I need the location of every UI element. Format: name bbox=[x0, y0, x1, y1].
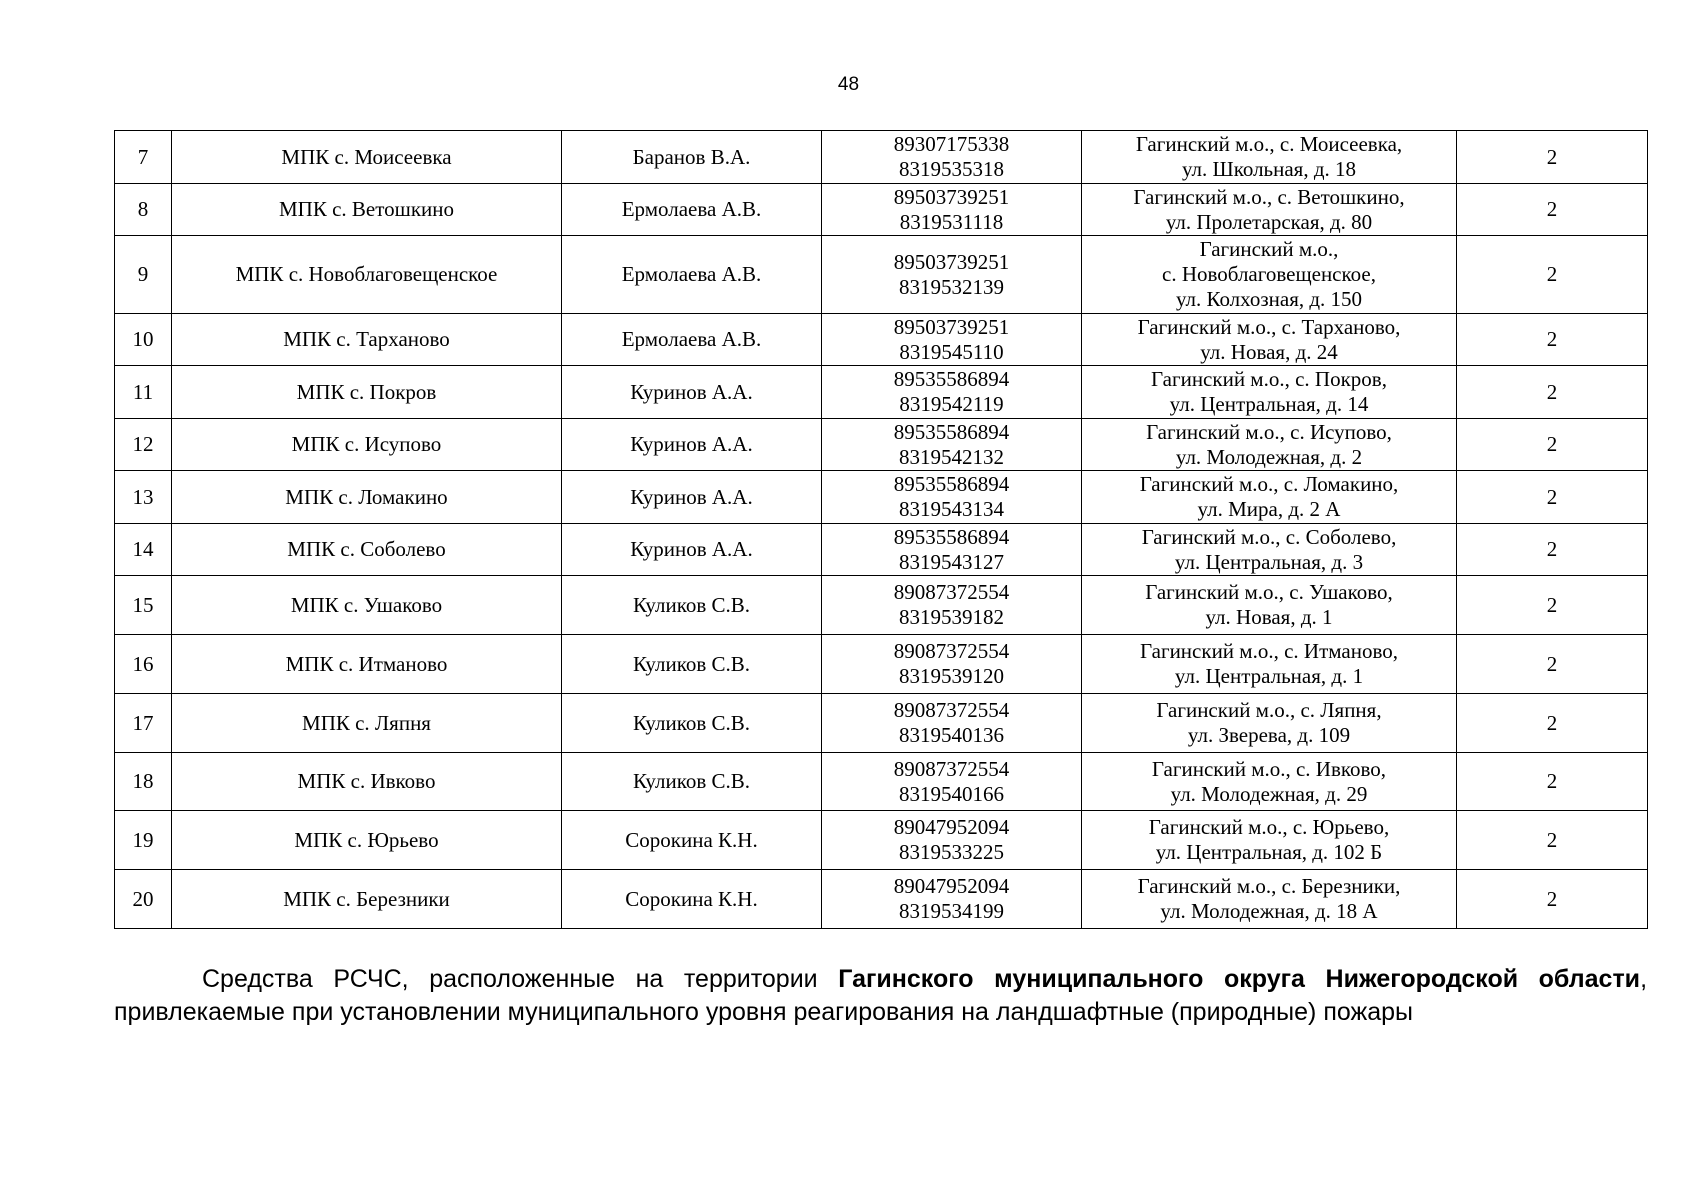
responsible-person: Сорокина К.Н. bbox=[562, 811, 822, 870]
unit-count: 2 bbox=[1457, 811, 1648, 870]
address bbox=[1082, 635, 1457, 694]
mobile-phone: 89503739251 bbox=[893, 249, 1010, 274]
unit-name: МПК с. Ляпня bbox=[172, 694, 562, 753]
responsible-person: Ермолаева А.В. bbox=[562, 236, 822, 314]
address bbox=[1082, 184, 1457, 236]
address-line: Гагинский м.о., bbox=[1199, 237, 1339, 261]
row-number: 13 bbox=[115, 471, 172, 524]
table-body bbox=[115, 131, 1648, 929]
address-line: Гагинский м.о., с. Тарханово, bbox=[1137, 314, 1401, 339]
landline-phone: 8319542119 bbox=[899, 392, 1004, 416]
phone-numbers bbox=[822, 471, 1082, 524]
row-number: 20 bbox=[115, 870, 172, 929]
responsible-person: Куликов С.В. bbox=[562, 694, 822, 753]
unit-count: 2 bbox=[1457, 366, 1648, 419]
address-line: Гагинский м.о., с. Юрьево, bbox=[1148, 815, 1390, 839]
address-line: с. Новоблаговещенское, bbox=[1162, 262, 1376, 286]
unit-count: 2 bbox=[1457, 576, 1648, 635]
phone-numbers bbox=[822, 184, 1082, 236]
phone-numbers bbox=[822, 635, 1082, 694]
phone-numbers bbox=[822, 236, 1082, 314]
unit-name: МПК с. Березники bbox=[172, 870, 562, 929]
unit-name: МПК с. Ивково bbox=[172, 753, 562, 811]
address-line: Гагинский м.о., с. Моисеевка, bbox=[1135, 132, 1403, 156]
mobile-phone: 89087372554 bbox=[893, 639, 1010, 663]
phone-numbers bbox=[822, 314, 1082, 366]
landline-phone: 8319543127 bbox=[899, 549, 1004, 574]
address-line: ул. Молодежная, д. 18 А bbox=[1160, 899, 1378, 923]
mobile-phone: 89535586894 bbox=[893, 472, 1010, 496]
table-row bbox=[115, 236, 1648, 314]
address-line: Гагинский м.о., с. Исупово, bbox=[1146, 419, 1392, 444]
mobile-phone: 89047952094 bbox=[893, 815, 1010, 839]
unit-name: МПК с. Итманово bbox=[172, 635, 562, 694]
unit-name: МПК с. Покров bbox=[172, 366, 562, 419]
address-line: ул. Зверева, д. 109 bbox=[1187, 723, 1351, 747]
phone-numbers bbox=[822, 131, 1082, 184]
table-row bbox=[115, 870, 1648, 929]
landline-phone: 8319532139 bbox=[899, 274, 1004, 299]
row-number: 12 bbox=[115, 419, 172, 471]
mobile-phone: 89047952094 bbox=[893, 874, 1010, 898]
unit-count: 2 bbox=[1457, 236, 1648, 314]
phone-numbers bbox=[822, 576, 1082, 635]
unit-count: 2 bbox=[1457, 870, 1648, 929]
unit-count: 2 bbox=[1457, 524, 1648, 576]
row-number: 9 bbox=[115, 236, 172, 314]
address-line: Гагинский м.о., с. Ушаково, bbox=[1145, 580, 1393, 604]
phone-numbers bbox=[822, 419, 1082, 471]
row-number: 10 bbox=[115, 314, 172, 366]
address-line: ул. Мира, д. 2 А bbox=[1197, 497, 1341, 521]
mobile-phone: 89087372554 bbox=[893, 756, 1010, 781]
responsible-person: Куринов А.А. bbox=[562, 366, 822, 419]
landline-phone: 8319540136 bbox=[899, 723, 1004, 747]
address bbox=[1082, 419, 1457, 471]
table-row bbox=[115, 471, 1648, 524]
unit-name: МПК с. Тарханово bbox=[172, 314, 562, 366]
address-line: Гагинский м.о., с. Ветошкино, bbox=[1133, 184, 1405, 209]
mobile-phone: 89087372554 bbox=[893, 580, 1010, 604]
address-line: ул. Центральная, д. 102 Б bbox=[1155, 840, 1383, 864]
phone-numbers bbox=[822, 366, 1082, 419]
responsible-person: Ермолаева А.В. bbox=[562, 314, 822, 366]
table-row bbox=[115, 753, 1648, 811]
address-line: Гагинский м.о., с. Покров, bbox=[1151, 367, 1387, 391]
heading-text-start: Средства РСЧС, расположенные на территории bbox=[202, 965, 839, 993]
unit-name: МПК с. Ушаково bbox=[172, 576, 562, 635]
landline-phone: 8319539182 bbox=[899, 605, 1004, 629]
table-row bbox=[115, 694, 1648, 753]
address bbox=[1082, 694, 1457, 753]
address bbox=[1082, 366, 1457, 419]
unit-name: МПК с. Ветошкино bbox=[172, 184, 562, 236]
address-line: ул. Центральная, д. 1 bbox=[1174, 664, 1364, 688]
unit-count: 2 bbox=[1457, 471, 1648, 524]
row-number: 19 bbox=[115, 811, 172, 870]
address-line: ул. Центральная, д. 3 bbox=[1174, 549, 1364, 574]
address bbox=[1082, 576, 1457, 635]
unit-name: МПК с. Исупово bbox=[172, 419, 562, 471]
address bbox=[1082, 524, 1457, 576]
responsible-person: Куликов С.В. bbox=[562, 576, 822, 635]
phone-numbers bbox=[822, 811, 1082, 870]
landline-phone: 8319543134 bbox=[899, 497, 1004, 521]
responsible-person: Куликов С.В. bbox=[562, 635, 822, 694]
responsible-person: Сорокина К.Н. bbox=[562, 870, 822, 929]
row-number: 15 bbox=[115, 576, 172, 635]
unit-count: 2 bbox=[1457, 184, 1648, 236]
address bbox=[1082, 811, 1457, 870]
phone-numbers bbox=[822, 870, 1082, 929]
unit-count: 2 bbox=[1457, 419, 1648, 471]
page-number: 48 bbox=[837, 74, 860, 95]
row-number: 7 bbox=[115, 131, 172, 184]
table-row bbox=[115, 635, 1648, 694]
table-row bbox=[115, 184, 1648, 236]
responsible-person: Куринов А.А. bbox=[562, 471, 822, 524]
mobile-phone: 89503739251 bbox=[893, 184, 1010, 209]
landline-phone: 8319534199 bbox=[899, 899, 1004, 923]
address-line: ул. Школьная, д. 18 bbox=[1181, 157, 1357, 181]
row-number: 8 bbox=[115, 184, 172, 236]
heading-text-bold: Гагинского муниципального округа Нижегородской области bbox=[838, 965, 1641, 993]
address-line: ул. Новая, д. 1 bbox=[1205, 605, 1333, 629]
unit-count: 2 bbox=[1457, 694, 1648, 753]
address-line: ул. Пролетарская, д. 80 bbox=[1165, 209, 1373, 234]
address-line: ул. Новая, д. 24 bbox=[1200, 339, 1338, 364]
address-line: Гагинский м.о., с. Итманово, bbox=[1140, 639, 1398, 663]
unit-name: МПК с. Ломакино bbox=[172, 471, 562, 524]
unit-name: МПК с. Новоблаговещенское bbox=[172, 236, 562, 314]
address-line: ул. Колхозная, д. 150 bbox=[1175, 287, 1363, 311]
address-line: Гагинский м.о., с. Ломакино, bbox=[1139, 472, 1399, 496]
address-line: Гагинский м.о., с. Ляпня, bbox=[1156, 698, 1382, 722]
address-line: Гагинский м.о., с. Березники, bbox=[1137, 874, 1401, 898]
resources-table bbox=[114, 130, 1648, 929]
table-row bbox=[115, 314, 1648, 366]
address-line: ул. Центральная, д. 14 bbox=[1169, 392, 1369, 416]
phone-numbers bbox=[822, 694, 1082, 753]
section-heading-paragraph bbox=[114, 963, 1647, 1029]
address bbox=[1082, 131, 1457, 184]
table-row bbox=[115, 524, 1648, 576]
unit-name: МПК с. Юрьево bbox=[172, 811, 562, 870]
landline-phone: 8319533225 bbox=[899, 840, 1004, 864]
address-line: ул. Молодежная, д. 2 bbox=[1175, 444, 1363, 469]
landline-phone: 8319539120 bbox=[899, 664, 1004, 688]
landline-phone: 8319540166 bbox=[899, 781, 1004, 806]
mobile-phone: 89535586894 bbox=[893, 367, 1010, 391]
address-line: ул. Молодежная, д. 29 bbox=[1170, 781, 1368, 806]
mobile-phone: 89087372554 bbox=[893, 698, 1010, 722]
table-row bbox=[115, 366, 1648, 419]
heading-text-end: , привлекаемые при установлении муниципального уровня реагирования на ландшафтные (природные) пожары bbox=[114, 965, 1648, 1026]
address bbox=[1082, 314, 1457, 366]
row-number: 11 bbox=[115, 366, 172, 419]
row-number: 17 bbox=[115, 694, 172, 753]
landline-phone: 8319535318 bbox=[899, 157, 1004, 181]
address bbox=[1082, 236, 1457, 314]
table-row bbox=[115, 419, 1648, 471]
phone-numbers bbox=[822, 524, 1082, 576]
responsible-person: Куринов А.А. bbox=[562, 524, 822, 576]
address bbox=[1082, 870, 1457, 929]
address bbox=[1082, 753, 1457, 811]
mobile-phone: 89307175338 bbox=[893, 132, 1010, 156]
landline-phone: 8319531118 bbox=[899, 209, 1004, 234]
row-number: 14 bbox=[115, 524, 172, 576]
landline-phone: 8319545110 bbox=[899, 339, 1004, 364]
phone-numbers bbox=[822, 753, 1082, 811]
unit-name: МПК с. Моисеевка bbox=[172, 131, 562, 184]
unit-name: МПК с. Соболево bbox=[172, 524, 562, 576]
address-line: Гагинский м.о., с. Ивково, bbox=[1151, 756, 1387, 781]
table-row bbox=[115, 576, 1648, 635]
responsible-person: Ермолаева А.В. bbox=[562, 184, 822, 236]
unit-count: 2 bbox=[1457, 314, 1648, 366]
mobile-phone: 89503739251 bbox=[893, 314, 1010, 339]
unit-count: 2 bbox=[1457, 753, 1648, 811]
table-row bbox=[115, 811, 1648, 870]
responsible-person: Куринов А.А. bbox=[562, 419, 822, 471]
address bbox=[1082, 471, 1457, 524]
responsible-person: Баранов В.А. bbox=[562, 131, 822, 184]
unit-count: 2 bbox=[1457, 635, 1648, 694]
row-number: 16 bbox=[115, 635, 172, 694]
mobile-phone: 89535586894 bbox=[893, 524, 1010, 549]
mobile-phone: 89535586894 bbox=[893, 419, 1010, 444]
address-line: Гагинский м.о., с. Соболево, bbox=[1141, 524, 1397, 549]
unit-count: 2 bbox=[1457, 131, 1648, 184]
table-row bbox=[115, 131, 1648, 184]
landline-phone: 8319542132 bbox=[899, 444, 1004, 469]
row-number: 18 bbox=[115, 753, 172, 811]
responsible-person: Куликов С.В. bbox=[562, 753, 822, 811]
